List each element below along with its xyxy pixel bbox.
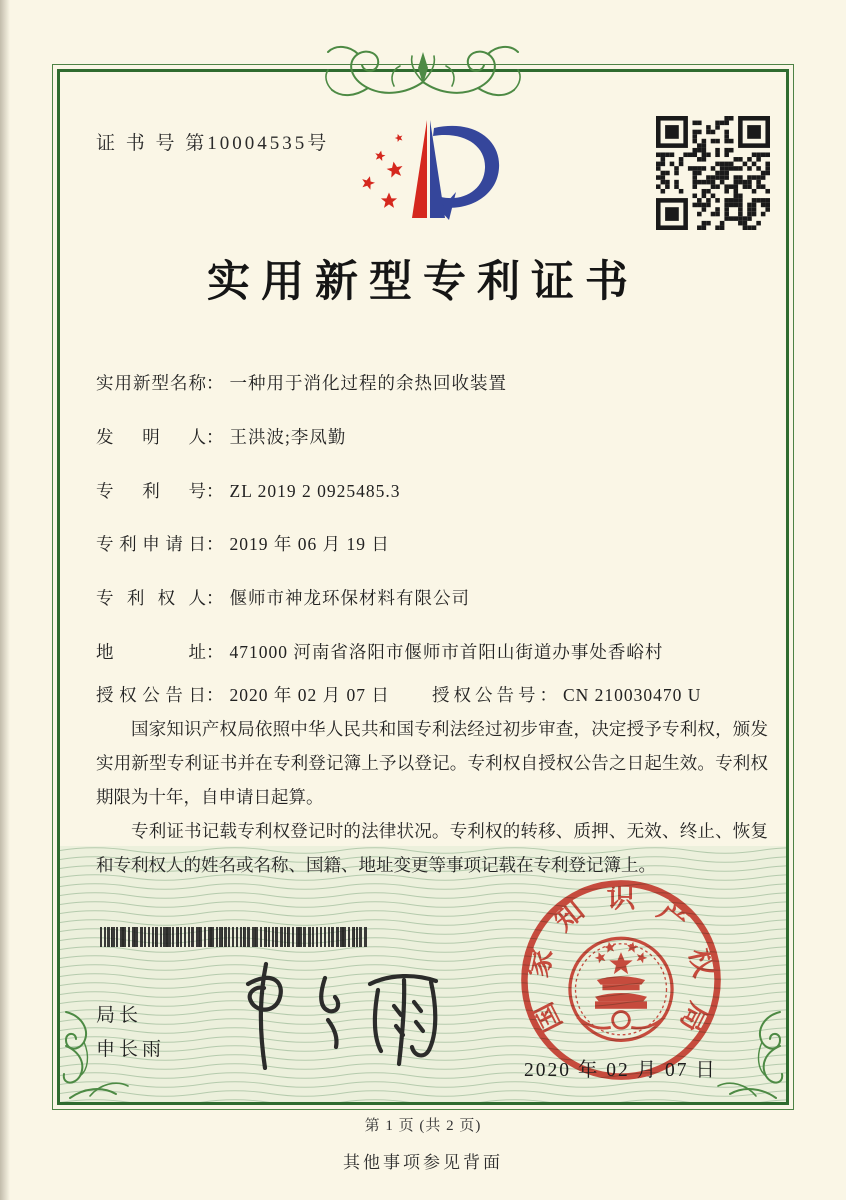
cnipa-logo-icon [342,106,518,236]
svg-text:知: 知 [547,894,591,938]
field-label: 授权公告日 [96,685,206,705]
field-colon: ： [206,642,224,662]
field-colon: ： [206,427,224,447]
svg-text:局: 局 [673,997,716,1038]
barcode [100,927,368,947]
director-signature [228,950,458,1070]
field-row-patent-number [96,478,400,503]
field-colon: ： [206,373,224,393]
field-value: 2019 年 06 月 19 日 [229,534,390,554]
field-label: 专利申请日 [96,534,206,554]
field-value: ZL 2019 2 0925485.3 [229,481,401,501]
qr-code [656,116,770,230]
field-label: 发明人 [96,427,206,447]
field-row-filing-date [96,531,390,556]
field-value: 偃师市神龙环保材料有限公司 [229,588,470,608]
official-seal [508,876,734,1084]
svg-text:国: 国 [526,997,569,1038]
svg-text:识: 识 [606,881,636,914]
field-colon: ： [206,685,224,705]
field-label: 实用新型名称 [96,373,206,393]
field-colon: ： [206,588,224,608]
field-row-patentee [96,585,470,610]
field-value: 一种用于消化过程的余热回收装置 [229,373,507,393]
field-value: 471000 河南省洛阳市偃师市首阳山街道办事处香峪村 [229,642,664,662]
national-emblem-icon [570,938,672,1040]
svg-text:产: 产 [651,894,695,938]
footer-note: 其他事项参见背面 [343,1153,503,1172]
legal-paragraph-1: 国家知识产权局依照中华人民共和国专利法经过初步审查，决定授予专利权，颁发实用新型专利证书并在专利登记簿上予以登记。专利权自授权公告之日起生效。专利权期限为十年，自申请日起算。 [96,719,768,807]
ornament-center-leaf [418,52,428,84]
director-name: 申长雨 [96,1039,166,1060]
field-label: 专利权人 [96,588,206,608]
scan-shadow-edge [0,0,10,1200]
svg-text:家: 家 [521,945,560,981]
border-ornament-top-icon [298,38,548,104]
field-row-address [96,639,663,664]
page-number: 第 1 页 (共 2 页) [364,1118,482,1134]
page-title: 实用新型专利证书 [207,259,639,306]
legal-text [96,712,768,882]
field-row-inventor [96,424,346,449]
field-row-grant-date [96,682,702,707]
field-value: 2020 年 02 月 07 日 [229,685,390,705]
legal-paragraph-2: 专利证书记载专利权登记时的法律状况。专利权的转移、质押、无效、终止、恢复和专利权人的姓名或名称、国籍、地址变更等事项记载在专利登记簿上。 [96,821,768,875]
seal-date: 2020 年 02 月 07 日 [524,1060,717,1081]
field-colon: ： [206,534,224,554]
field-label: 专利号 [96,481,206,501]
field-label: 授权公告号 [432,685,540,705]
field-colon: ： [539,685,557,705]
field-grant-number [432,682,701,707]
field-colon: ： [206,481,224,501]
director-title: 局长 [96,1005,143,1026]
field-value: 王洪波;李凤勤 [229,427,347,447]
svg-text:权: 权 [682,945,721,981]
field-row-invention-name [96,370,507,395]
certificate-number: 证 书 号 第10004535号 [96,133,330,154]
field-label: 地址 [96,642,206,662]
field-value: CN 210030470 U [563,685,702,705]
